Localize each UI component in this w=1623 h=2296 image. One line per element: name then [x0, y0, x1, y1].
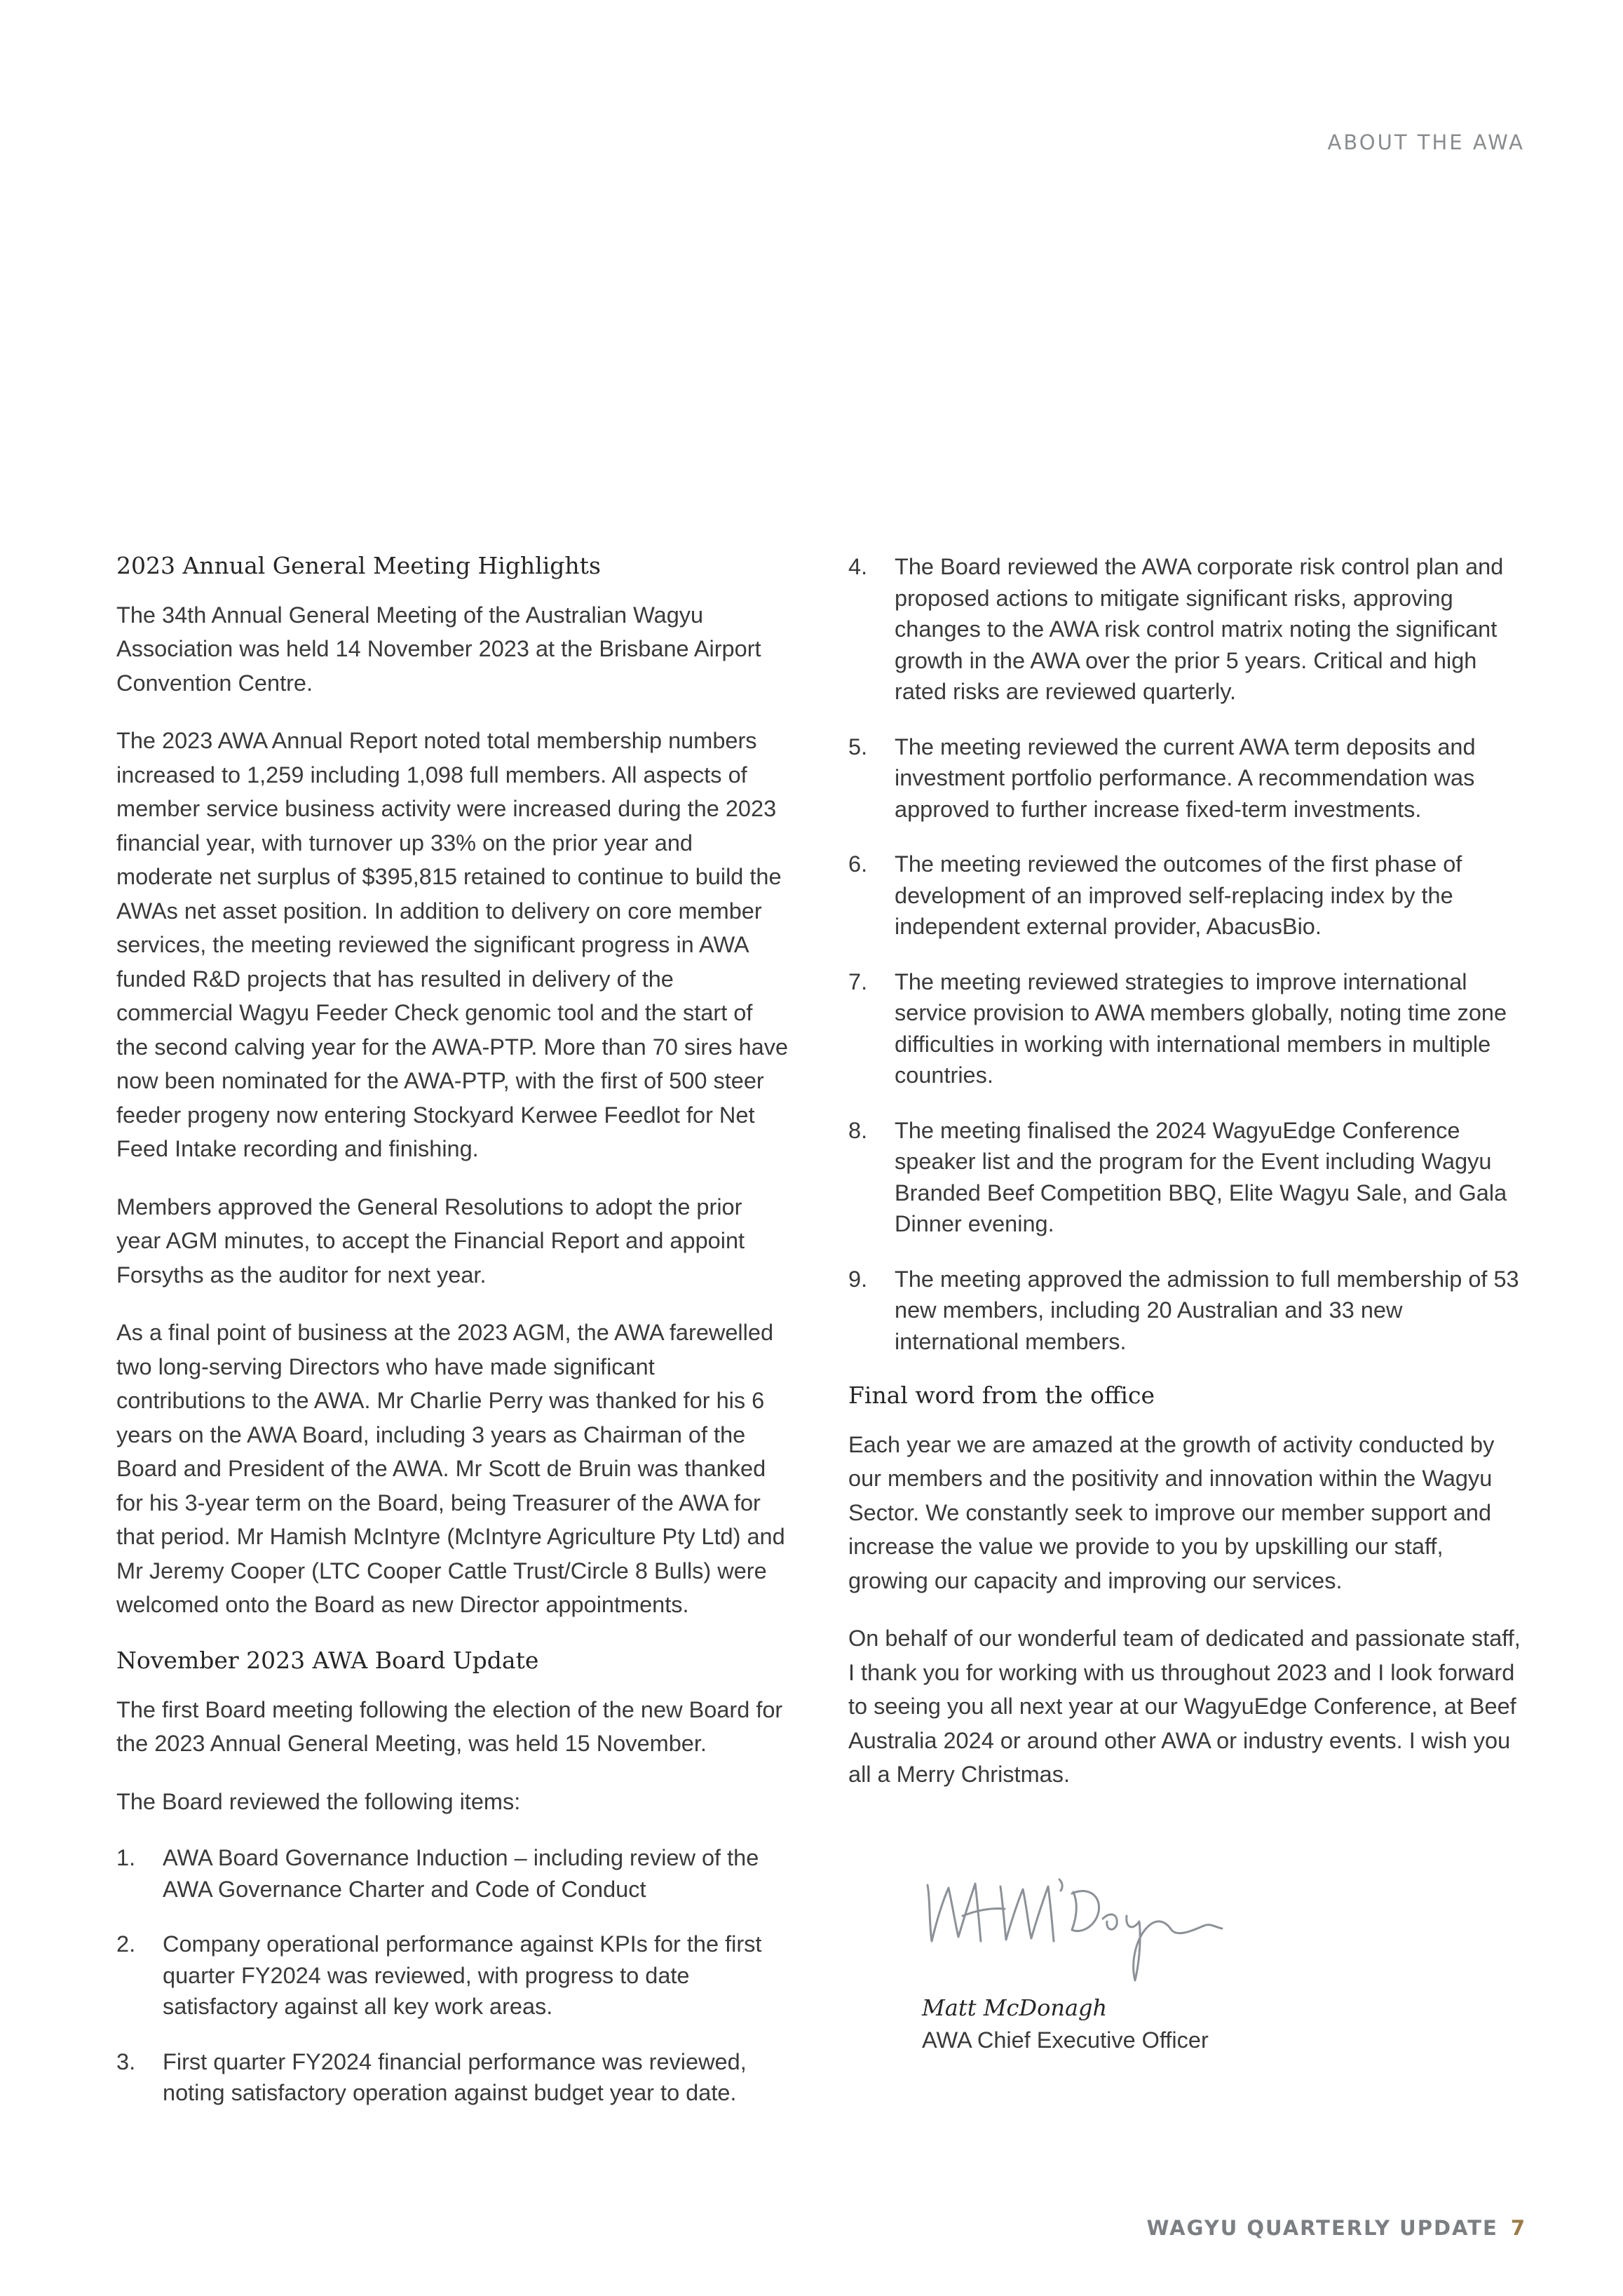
publication-title: WAGYU QUARTERLY UPDATE [1146, 2216, 1498, 2240]
board-paragraph-2: The Board reviewed the following items: [116, 1788, 521, 1814]
signer-role: AWA Chief Executive Officer [922, 2027, 1209, 2053]
list-item-number: 2. [116, 1931, 136, 1957]
list-item-text: The meeting reviewed strategies to improve international service provision to AWA members globally, noting time zone difficulties in working with international members in multiple countries. [895, 968, 1507, 1088]
list-item-number: 7. [848, 968, 868, 994]
agm-paragraph-1: The 34th Annual General Meeting of the Australian Wagyu Association was held 14 November 2023 at the Brisbane Airport Convention Centre. [116, 602, 761, 696]
list-item-number: 1. [116, 1845, 136, 1871]
list-item-text: AWA Board Governance Induction – including review of the AWA Governance Charter and Code of Conduct [163, 1845, 759, 1902]
board-items-list-left [116, 1842, 789, 2109]
board-update-heading: November 2023 AWA Board Update [116, 1646, 539, 1674]
list-item-text: The meeting reviewed the outcomes of the first phase of development of an improved self-replacing index by the independent external provider, AbacusBio. [895, 851, 1462, 939]
list-item-number: 8. [848, 1117, 868, 1143]
list-item [848, 731, 1525, 825]
page-number: 7 [1510, 2216, 1525, 2240]
signer-name: Matt McDonagh [922, 1994, 1108, 2021]
board-paragraph-1: The first Board meeting following the election of the new Board for the 2023 Annual General Meeting, was held 15 November. [116, 1696, 783, 1757]
right-column [848, 551, 1525, 1816]
list-item-text: The Board reviewed the AWA corporate risk control plan and proposed actions to mitigate significant risks, approving changes to the AWA risk control matrix noting the significant growth in the AWA over the prior 5 years. Critical and high rated risks are reviewed quarterly. [895, 554, 1504, 704]
list-item [116, 2046, 789, 2109]
list-item [116, 1929, 789, 2022]
list-item-number: 9. [848, 1266, 868, 1292]
final-word-paragraph-1: Each year we are amazed at the growth of activity conducted by our members and the positivity and innovation within the Wagyu Sector. We constantly seek to improve our member support and increase the value we provide to you by upskilling our staff, growing our capacity and improving our services. [848, 1431, 1495, 1593]
list-item-text: The meeting approved the admission to full membership of 53 new members, including 20 Australian and 33 new international members. [895, 1266, 1519, 1354]
agm-paragraph-3: Members approved the General Resolutions to adopt the prior year AGM minutes, to accept the Financial Report and appoint Forsyths as the auditor for next year. [116, 1194, 745, 1288]
list-item-text: The meeting reviewed the current AWA term deposits and investment portfolio performance. A recommendation was approved to further increase fixed-term investments. [895, 734, 1476, 822]
section-label: ABOUT THE AWA [1327, 130, 1525, 154]
agm-paragraph-4: As a final point of business at the 2023 AGM, the AWA farewelled two long-serving Directors who have made significant contributions to the AWA. Mr Charlie Perry was thanked for his 6 years on the AWA Board, including 3 years as Chairman of the Board and President of the AWA. Mr Scott de Bruin was thanked for his 3-year term on the Board, being Treasurer of the AWA for that period. Mr Hamish McIntyre (McIntyre Agriculture Pty Ltd) and Mr Jeremy Cooper (LTC Cooper Cattle Trust/Circle 8 Bulls) were welcomed onto the Board as new Director appointments. [116, 1320, 785, 1618]
list-item-number: 4. [848, 554, 868, 579]
agm-heading: 2023 Annual General Meeting Highlights [116, 552, 601, 579]
final-word-heading: Final word from the office [848, 1382, 1155, 1409]
list-item-number: 5. [848, 734, 868, 759]
list-item [848, 1115, 1525, 1240]
list-item [848, 849, 1525, 943]
page-footer [1146, 2216, 1525, 2240]
list-item [848, 1264, 1525, 1358]
list-item-text: First quarter FY2024 financial performance was reviewed, noting satisfactory operation against budget year to date. [163, 2048, 747, 2106]
list-item [116, 1842, 789, 1905]
list-item [848, 551, 1525, 708]
signature-block [922, 1851, 1413, 2056]
list-item-number: 3. [116, 2048, 136, 2074]
agm-paragraph-2: The 2023 AWA Annual Report noted total membership numbers increased to 1,259 including 1,098 full members. All aspects of member service business activity were increased during the 2023 financial year, with turnover up 33% on the prior year and moderate net surplus of $395,815 retained to continue to build the AWAs net asset position. In addition to delivery on core member services, the meeting reviewed the significant progress in AWA funded R&D projects that has resulted in delivery of the commercial Wagyu Feeder Check genomic tool and the start of the second calving year for the AWA-PTP. More than 70 sires have now been nominated for the AWA-PTP, with the first of 500 steer feeder progeny now entering Stockyard Kerwee Feedlot for Net Feed Intake recording and finishing. [116, 728, 789, 1162]
board-items-list-right [848, 551, 1525, 1357]
final-word-paragraph-2: On behalf of our wonderful team of dedicated and passionate staff, I thank you for working with us throughout 2023 and I look forward to seeing you all next year at our WagyuEdge Conference, at Beef Australia 2024 or around other AWA or industry events. I wish you all a Merry Christmas. [848, 1626, 1521, 1788]
list-item [848, 966, 1525, 1091]
list-item-text: Company operational performance against KPIs for the first quarter FY2024 was reviewed, with progress to date satisfactory against all key work areas. [163, 1931, 762, 2020]
left-column [116, 551, 789, 2133]
list-item-number: 6. [848, 851, 868, 877]
list-item-text: The meeting finalised the 2024 WagyuEdge Conference speaker list and the program for the Event including Wagyu Branded Beef Competition BBQ, Elite Wagyu Sale, and Gala Dinner evening. [895, 1117, 1507, 1236]
handwritten-signature [922, 1851, 1230, 1992]
